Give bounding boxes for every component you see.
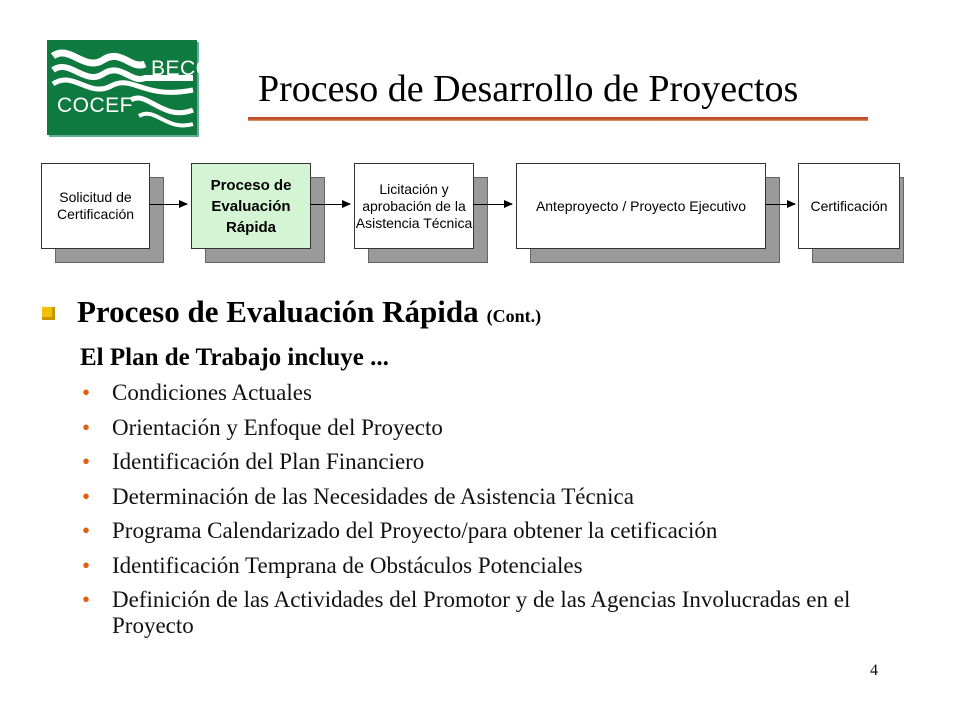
list-item (80, 449, 872, 475)
bullet-icon: • (82, 552, 91, 578)
list-item (80, 587, 872, 639)
flow-arrow (765, 204, 795, 205)
flow-step-box: Certificación (798, 163, 900, 249)
list-item-text: Orientación y Enfoque del Proyecto (112, 414, 443, 440)
section-marker-icon (42, 307, 55, 320)
flow-step-box: Anteproyecto / Proyecto Ejecutivo (516, 163, 766, 249)
bullet-icon: • (82, 518, 91, 543)
section-heading (42, 294, 541, 330)
flow-step-box-active: Proceso de Evaluación Rápida (191, 163, 311, 249)
list-item (80, 553, 872, 579)
flow-arrow (473, 204, 512, 205)
bullet-icon: • (82, 380, 91, 405)
bullet-list (80, 380, 872, 648)
list-item (80, 380, 872, 406)
bullet-icon: • (82, 587, 91, 612)
flow-arrow (310, 204, 350, 205)
list-item (80, 415, 872, 441)
bullet-icon: • (82, 449, 91, 474)
flow-step-box: Solicitud de Certificación (41, 163, 150, 249)
flow-step-box: Licitación y aprobación de la Asistencia Técnica (354, 163, 474, 249)
section-title: Proceso de Evaluación Rápida (77, 294, 479, 329)
logo-text-cocef: COCEF (57, 94, 133, 117)
bullet-icon: • (82, 414, 91, 440)
page-title: Proceso de Desarrollo de Proyectos (258, 68, 799, 110)
process-flow-diagram (0, 0, 960, 270)
subheading: El Plan de Trabajo incluye ... (80, 344, 389, 371)
list-item-text: Programa Calendarizado del Proyecto/para obtener la cetificación (112, 518, 718, 543)
list-item (80, 518, 872, 544)
page-number: 4 (870, 662, 878, 679)
list-item-text: Definición de las Actividades del Promotor y de las Agencias Involucradas en el Proyecto (112, 587, 851, 638)
flow-arrow (149, 204, 187, 205)
logo-text-becc: BECC (151, 57, 212, 80)
bullet-icon: • (82, 483, 91, 509)
list-item (80, 484, 872, 510)
list-item-text: Identificación Temprana de Obstáculos Potenciales (112, 552, 583, 578)
list-item-text: Identificación del Plan Financiero (112, 449, 425, 474)
section-suffix: (Cont.) (486, 306, 542, 326)
list-item-text: Determinación de las Necesidades de Asistencia Técnica (112, 483, 634, 509)
list-item-text: Condiciones Actuales (112, 380, 312, 405)
